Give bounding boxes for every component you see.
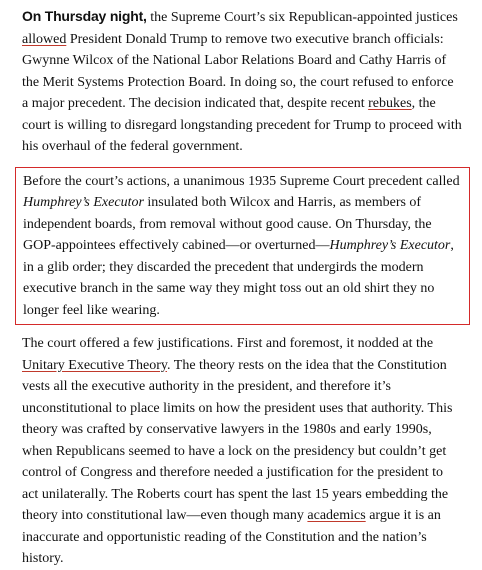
text-segment: President Donald Trump to remove two executive branch officials: Gwynne Wilcox of the National Labor Relations Board and Cathy Harris of the Merit Systems Protection Board. In doing so, the court refused to enforce a major precedent. The decision indicated that, despite recent bbox=[22, 31, 454, 111]
text-segment: The court offered a few justifications. First and foremost, it nodded at the bbox=[22, 336, 434, 351]
article-body bbox=[22, 0, 462, 570]
paragraph-justifications bbox=[22, 333, 462, 570]
text-segment: insulated both Wilcox and Harris, as members of independent boards, from removal without good cause. On Thursday, the GOP-appointees effectively cabined—or overturned— bbox=[23, 195, 432, 253]
text-segment: , in a glib order; they discarded the precedent that undergirds the modern executive branch in the same way they might toss out an old shirt they no longer feel like wearing. bbox=[23, 238, 454, 318]
case-name: Humphrey’s Executor bbox=[329, 238, 451, 253]
text-segment: Before the court’s actions, a unanimous 1935 Supreme Court precedent called bbox=[23, 173, 460, 189]
link-academics[interactable]: academics bbox=[307, 508, 366, 523]
link-allowed[interactable]: allowed bbox=[22, 31, 67, 47]
highlighted-paragraph-box bbox=[15, 167, 470, 326]
link-unitary-executive-theory[interactable]: Unitary Executive Theory bbox=[22, 357, 168, 373]
text-segment: . The theory rests on the idea that the Constitution vests all the executive authority in the president, and therefore it’s unconstitutional to place limits on how the president uses that authority. This theory was crafted by conservative lawyers in the 1980s and early 1990s, when Republicans seemed to have a lock on the presidency but couldn’t get control of Congress and therefore needed a justification for the president to act unilaterally. The Roberts court has spent the last 15 years embedding the theory into constitutional law—even though many bbox=[22, 357, 453, 523]
link-rebukes[interactable]: rebukes bbox=[368, 96, 412, 111]
text-segment: , the court is willing to disregard longstanding precedent for Trump to proceed with his overhaul of the federal government. bbox=[22, 96, 462, 154]
text-segment: argue it is an inaccurate and opportunistic reading of the Constitution and the nation’s history. bbox=[22, 508, 441, 566]
paragraph-intro bbox=[22, 0, 462, 158]
text-segment: the Supreme Court’s six Republican-appointed justices bbox=[146, 10, 458, 25]
case-name: Humphrey’s Executor bbox=[23, 195, 144, 210]
lead-in: On Thursday night, bbox=[22, 8, 147, 24]
paragraph-precedent bbox=[23, 171, 462, 322]
